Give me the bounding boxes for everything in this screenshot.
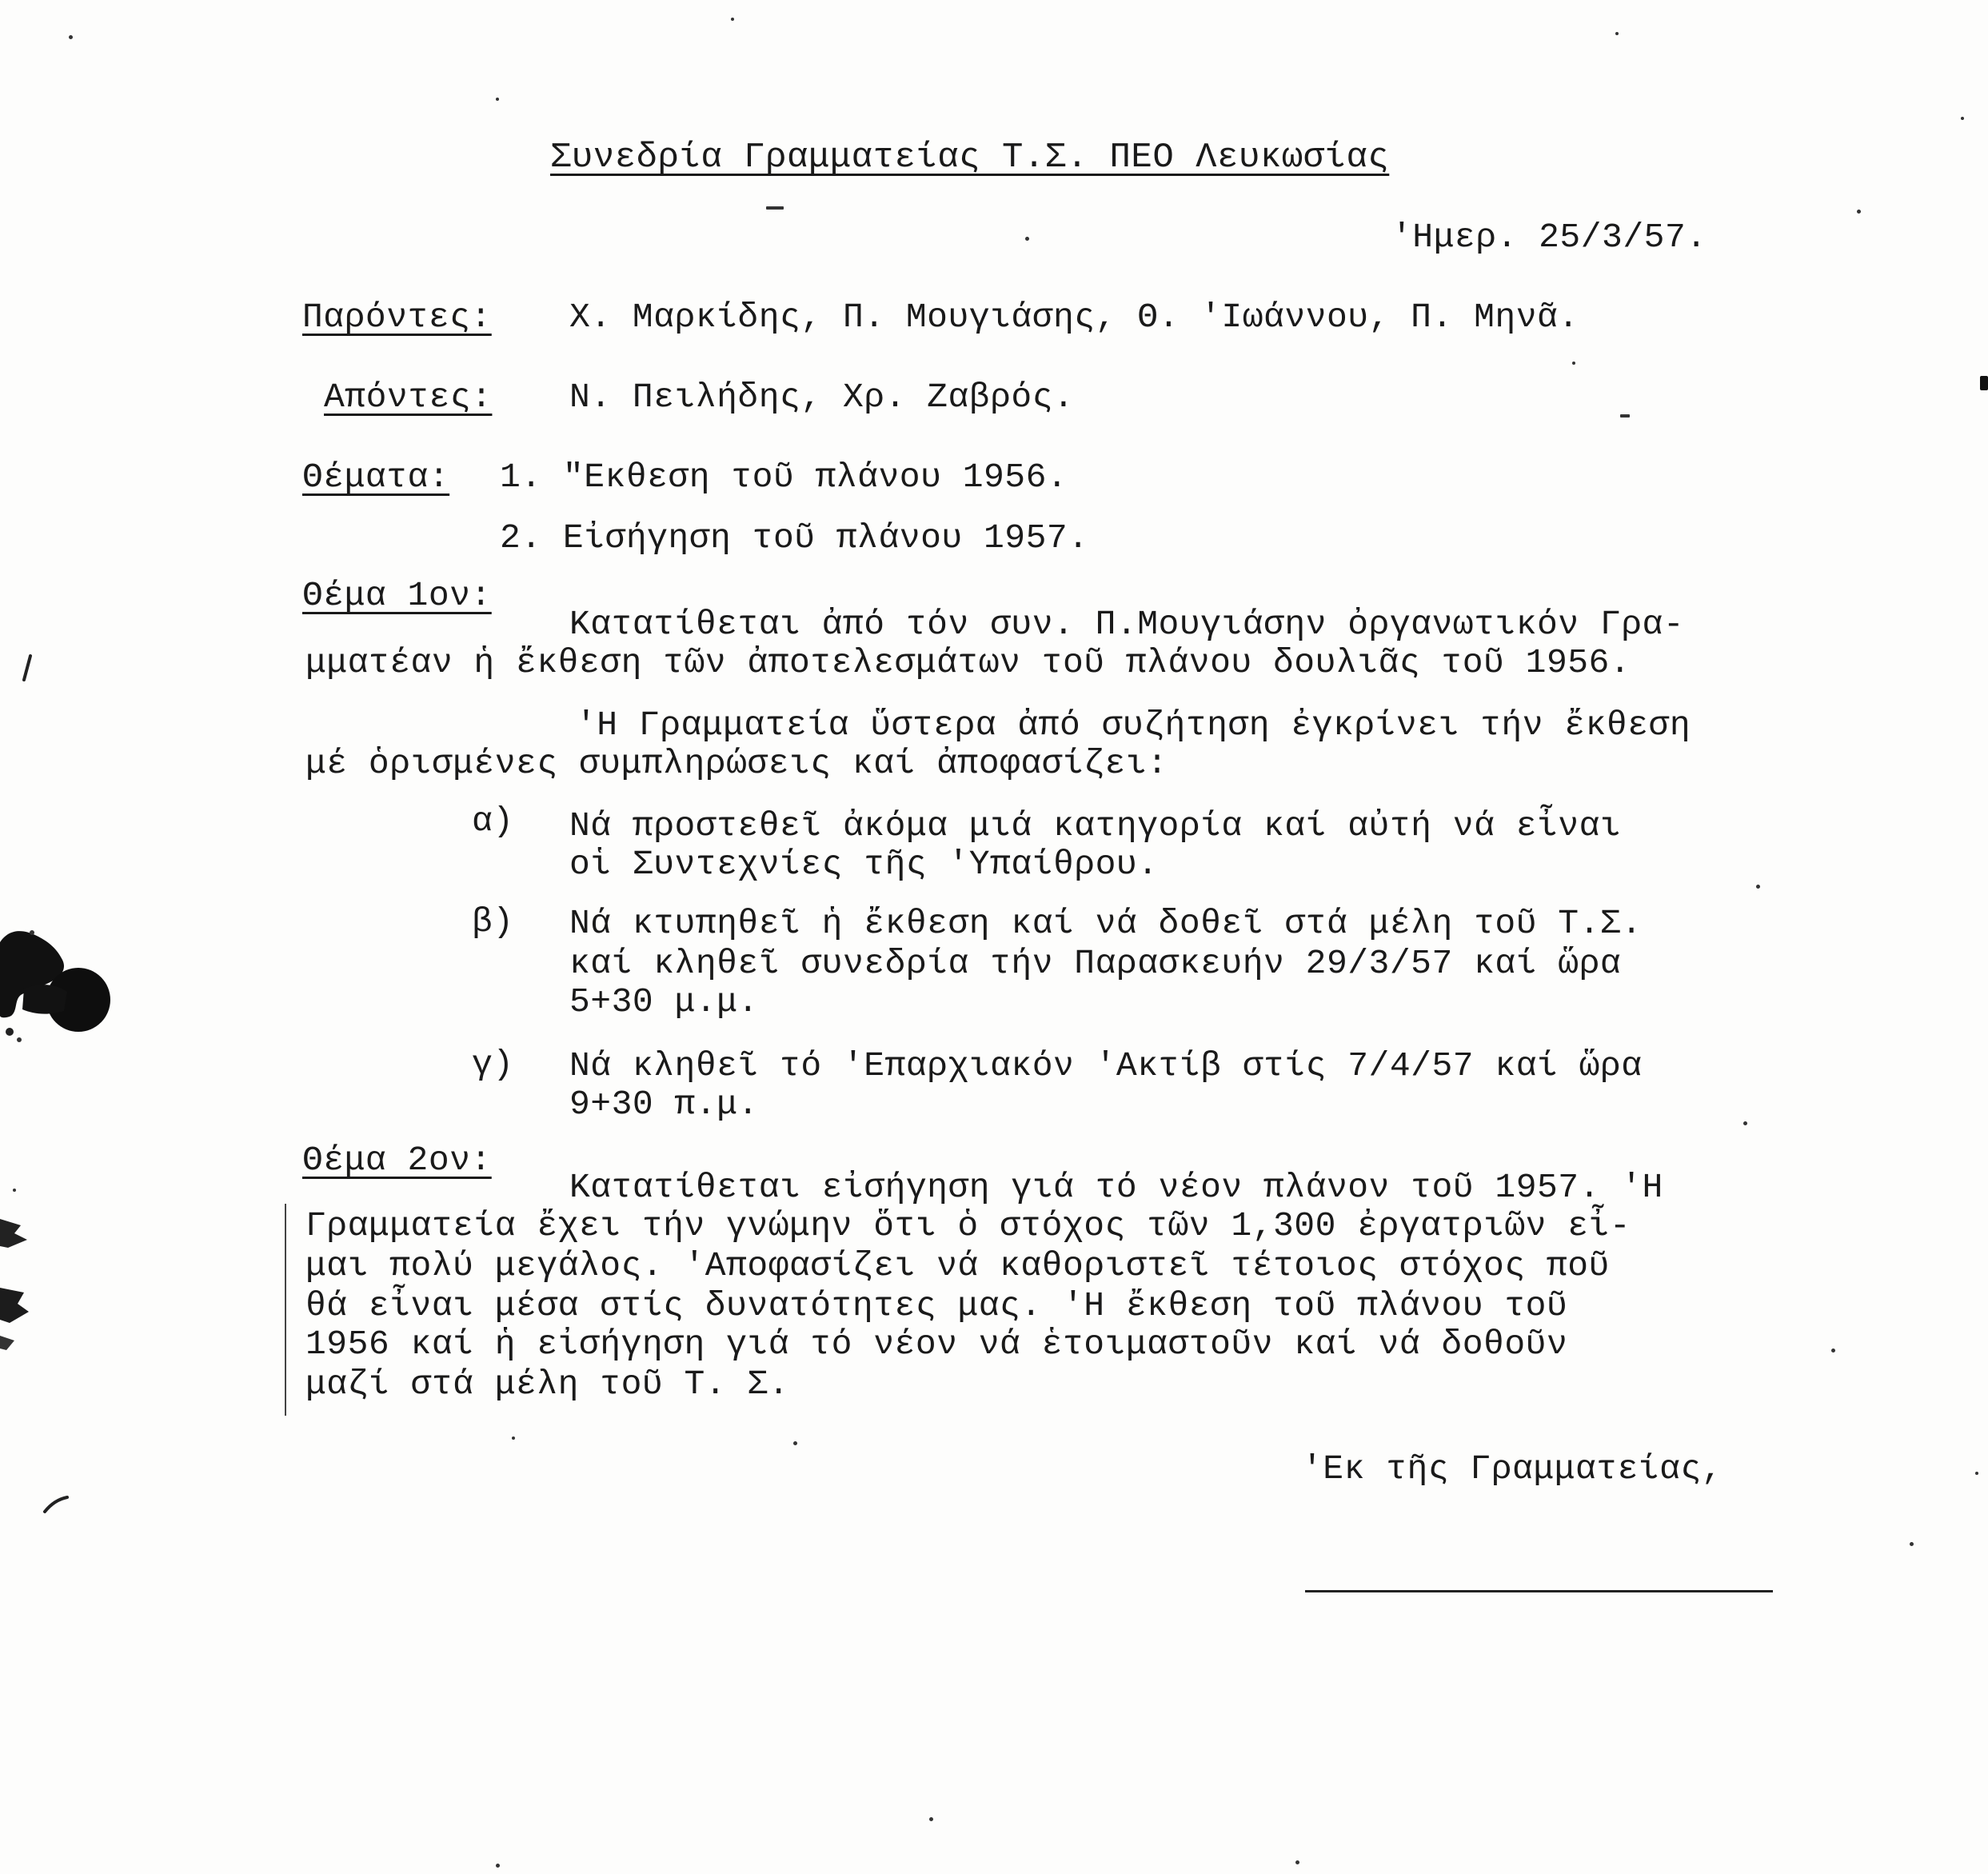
closing-text: 'Εκ τῆς Γραμματείας, (1302, 1449, 1723, 1488)
speck (1857, 210, 1861, 214)
speck (1620, 414, 1630, 418)
item-line: 9+30 π.μ. (569, 1085, 759, 1124)
topic1-line: Κατατίθεται ἀπό τόν συν. Π.Μουγιάσην ὀργανωτικόν Γρα- (569, 605, 1685, 644)
speck (793, 1441, 797, 1445)
speck (69, 35, 73, 39)
topic-list-item: 1. "Εκθεση τοῦ πλάνου 1956. (500, 458, 1068, 497)
item-line: 5+30 μ.μ. (569, 982, 759, 1021)
topic2-line: μαι πολύ μεγάλος. 'Αποφασίζει νά καθοριστεῖ τέτοιος στόχος ποῦ (305, 1246, 1610, 1285)
topic2-label: Θέμα 2ον: (302, 1141, 492, 1180)
margin-line (285, 1204, 286, 1416)
speck (1831, 1349, 1835, 1353)
present-label: Παρόντες: (302, 298, 492, 337)
speck (731, 18, 734, 21)
item-line: καί κληθεῖ συνεδρία τήν Παρασκευήν 29/3/57 καί ὥρα (569, 944, 1622, 983)
item-line: Νά κτυπηθεῖ ἡ ἔκθεση καί νά δοθεῖ στά μέλη τοῦ Τ.Σ. (569, 904, 1643, 943)
topics-label: Θέματα: (302, 458, 450, 497)
speck (1910, 1542, 1914, 1546)
speck (1961, 117, 1964, 120)
item-marker: α) (472, 801, 514, 841)
speck (1975, 1472, 1978, 1475)
speck (13, 1189, 16, 1192)
topic2-line: θά εἶναι μέσα στίς δυνατότητες μας. 'Η ἔκθεση τοῦ πλάνου τοῦ (305, 1286, 1568, 1325)
topic2-line: 1956 καί ἡ εἰσήγηση γιά τό νέον νά ἑτοιμαστοῦν καί νά δοθοῦν (305, 1325, 1568, 1364)
document-title: Συνεδρία Γραμματείας Τ.Σ. ΠΕΟ Λευκωσίας (550, 138, 1390, 178)
item-marker: γ) (472, 1045, 514, 1084)
topic2-line: Γραμματεία ἔχει τήν γνώμην ὅτι ὁ στόχος τῶν 1,300 ἐργατριῶν εἶ- (305, 1206, 1631, 1245)
topic2-line: Κατατίθεται εἰσήγηση γιά τό νέον πλάνον τοῦ 1957. 'Η (569, 1168, 1663, 1207)
dash-mark (766, 206, 784, 210)
item-marker: β) (472, 902, 514, 941)
speck (1980, 376, 1988, 390)
topic-list-item: 2. Εἰσήγηση τοῦ πλάνου 1957. (500, 518, 1089, 557)
ink-stain (0, 912, 120, 1080)
topic1-label: Θέμα 1ον: (302, 576, 492, 615)
item-line: Νά κληθεῖ τό 'Επαρχιακόν 'Ακτίβ στίς 7/4/57 καί ὥρα (569, 1046, 1643, 1085)
speck (929, 1817, 933, 1821)
speck (496, 98, 499, 101)
signature-line (1305, 1590, 1773, 1592)
speck (1756, 885, 1760, 889)
speck (1743, 1121, 1747, 1125)
topic2-line: μαζί στά μέλη τοῦ Τ. Σ. (305, 1365, 789, 1404)
absent-names: Ν. Πειλήδης, Χρ. Ζαβρός. (569, 378, 1075, 417)
ink-stain (0, 1216, 48, 1376)
speck (496, 1864, 500, 1868)
topic1-line: μέ ὁρισμένες συμπληρώσεις καί ἀποφασίζει: (305, 744, 1168, 783)
speck (1295, 1860, 1299, 1864)
topic1-line: 'Η Γραμματεία ὕστερα ἀπό συζήτηση ἐγκρίνει τήν ἔκθεση (576, 705, 1691, 745)
speck (1025, 237, 1029, 241)
speck (512, 1436, 515, 1440)
topic1-line: μματέαν ἡ ἔκθεση τῶν ἀποτελεσμάτων τοῦ πλάνου δουλιᾶς τοῦ 1956. (305, 643, 1631, 682)
present-names: Χ. Μαρκίδης, Π. Μουγιάσης, Θ. 'Ιωάννου, Π. Μηνᾶ. (569, 298, 1579, 337)
document-date: 'Ημερ. 25/3/57. (1391, 218, 1707, 257)
speck (1572, 362, 1575, 365)
speck (1615, 32, 1619, 35)
item-line: οἱ Συντεχνίες τῆς 'Υπαίθρου. (569, 845, 1159, 884)
absent-label: Απόντες: (324, 378, 493, 417)
pen-mark (16, 653, 40, 685)
pen-mark (40, 1492, 72, 1516)
item-line: Νά προστεθεῖ ἀκόμα μιά κατηγορία καί αὐτή νά εἶναι (569, 806, 1622, 845)
